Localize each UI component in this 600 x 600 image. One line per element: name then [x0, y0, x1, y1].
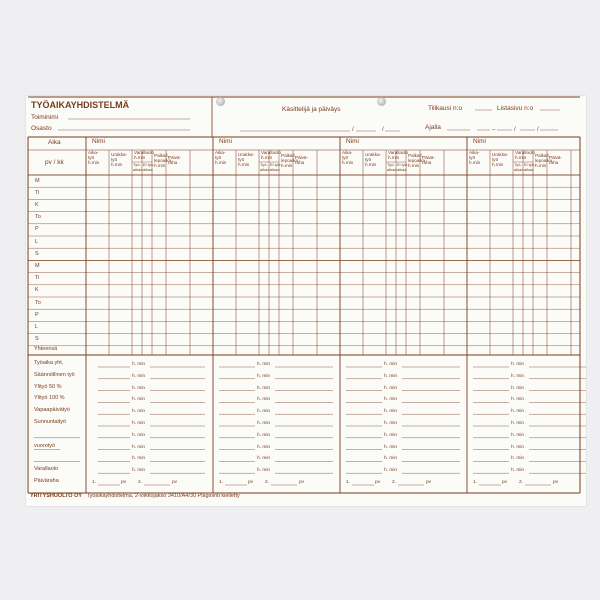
punch-hole-left	[216, 97, 225, 106]
paivaraha-item: pv	[502, 480, 508, 485]
punch-hole-right	[377, 97, 386, 106]
day-label: Ti	[35, 275, 40, 282]
ei-tyoaikaa-header: Ei työ-	[270, 162, 282, 167]
nimi-label-4: Nimi	[473, 138, 486, 145]
urakkatyo-header: Urakka-	[111, 152, 128, 157]
ei-tyoaikaa-header: aikaa	[143, 166, 153, 172]
paivaraha-item: pv	[121, 480, 127, 485]
summary-unit: h. min	[511, 432, 525, 438]
lepoaika-header: lepoaika	[281, 158, 299, 164]
aikatyo-header: h.min	[88, 160, 100, 166]
summary-row-label: vuorotyö	[34, 442, 56, 449]
varallaolo-header: Varallaolo	[515, 150, 536, 155]
aikatyo-header: Aika-	[469, 150, 480, 155]
paivaraha-header: Päivä-	[295, 155, 309, 160]
paivaraha-header: Päivä-	[422, 155, 436, 160]
aikatyo-header: työ	[88, 155, 95, 161]
summary-row-label: Säännöllinen työ	[34, 371, 75, 378]
summary-unit: h. min	[132, 432, 146, 438]
paivaraha-item: 1.	[219, 480, 224, 485]
paivaraha-item: pv	[248, 480, 254, 485]
aikatyo-header: Aika-	[215, 150, 226, 155]
date-slash: /	[352, 127, 354, 133]
paivaraha-header: Päivä-	[549, 155, 563, 160]
day-label: P	[35, 226, 39, 233]
ei-tyoaikaa-header: Ei työ-	[397, 162, 409, 167]
listasivu-label: Listasivu n:o	[497, 105, 534, 112]
urakkatyo-header: h.min	[365, 162, 377, 168]
lepoaika-header: Palkall.	[408, 153, 423, 158]
paivaraha-item: 1.	[92, 480, 97, 485]
ajalla-slash: /	[537, 127, 539, 133]
varallaolo-header: Varallaolo	[261, 150, 282, 155]
lepoaika-header: lepoaika	[408, 158, 426, 164]
summary-unit: h. min	[384, 362, 398, 367]
form-footer	[30, 493, 240, 499]
urakkatyo-header: työ	[111, 157, 118, 163]
footer-company: YRITYSHUOLTO OY	[30, 493, 83, 499]
summary-unit: h. min	[132, 444, 146, 450]
summary-row-label: Sunnuntaityö	[34, 419, 67, 425]
paivaraha-item: 2.	[392, 480, 397, 485]
paivaraha-item: pv	[299, 480, 305, 485]
day-label: K	[35, 287, 39, 294]
day-label: M	[35, 177, 40, 184]
aikatyo-header: työ	[215, 155, 222, 161]
summary-unit: h. min	[132, 397, 146, 403]
summary-unit: h. min	[384, 421, 398, 426]
day-label: L	[35, 323, 39, 330]
summary-row-label: Päiväraha	[34, 478, 59, 484]
urakkatyo-header: h.min	[492, 162, 504, 168]
urakkatyo-header: h.min	[238, 162, 250, 168]
lepoaika-header: Palkall.	[154, 153, 169, 158]
ei-tyoaikaa-header: aikaa	[270, 166, 280, 172]
nimi-label-3: Nimi	[346, 138, 359, 145]
lepoaika-header: lepoaika	[154, 158, 172, 164]
paivaraha-header: raha	[422, 160, 432, 166]
day-label: M	[35, 262, 40, 269]
lepoaika-header: h.min	[281, 163, 293, 169]
pv-kk-label: pv / kk	[45, 159, 64, 166]
tyoaikaa-header: Työ-	[514, 162, 522, 167]
summary-unit: h. min	[384, 468, 398, 474]
summary-unit: h. min	[511, 397, 525, 403]
ajalla-label: Ajalla	[425, 124, 441, 131]
date-slash: /	[382, 127, 384, 133]
summary-unit: h. min	[511, 456, 525, 462]
lepoaika-header: lepoaika	[535, 158, 553, 164]
summary-unit: h. min	[257, 432, 271, 438]
day-label: To	[35, 299, 41, 306]
summary-unit: h. min	[511, 362, 525, 367]
urakkatyo-header: Urakka-	[492, 152, 509, 157]
lepoaika-header: h.min	[154, 163, 166, 169]
urakkatyo-header: työ	[238, 157, 245, 163]
paivaraha-item: 2.	[265, 480, 270, 485]
lepoaika-header: h.min	[408, 163, 420, 169]
urakkatyo-header: h.min	[111, 162, 123, 168]
tyoaikaa-header: aikaa	[133, 166, 143, 172]
summary-unit: h. min	[132, 362, 146, 367]
lepoaika-header: Palkall.	[535, 153, 550, 158]
paivaraha-item: pv	[375, 480, 381, 485]
summary-unit: h. min	[384, 385, 398, 391]
tyoaikaa-header: Työ-	[387, 162, 395, 167]
paivaraha-item: pv	[172, 480, 178, 485]
day-label: S	[35, 336, 39, 343]
lepoaika-header: Palkall.	[281, 153, 296, 158]
day-label: To	[35, 214, 41, 221]
toiminimi-label: Toiminimi	[31, 114, 59, 121]
tyoaikaa-header: Työ-	[133, 162, 141, 167]
varallaolo-header: h.min	[261, 155, 273, 161]
summary-unit: h. min	[511, 373, 525, 379]
summary-row-label: Ylityö 50 %	[34, 383, 62, 390]
summary-unit: h. min	[257, 421, 271, 426]
aika-label: Aika	[48, 139, 61, 146]
paivaraha-header: Päivä-	[168, 155, 182, 160]
summary-unit: h. min	[511, 421, 525, 426]
day-label: P	[35, 311, 39, 318]
nimi-label-2: Nimi	[219, 138, 232, 145]
summary-unit: h. min	[257, 362, 271, 367]
ajalla-dash: –	[492, 127, 496, 133]
summary-unit: h. min	[511, 385, 525, 391]
urakkatyo-header: Urakka-	[365, 152, 382, 157]
summary-unit: h. min	[132, 456, 146, 462]
summary-unit: h. min	[132, 385, 146, 391]
total-label: Yhteensä	[34, 346, 58, 352]
paivaraha-item: 2.	[138, 480, 143, 485]
paivaraha-header: raha	[295, 160, 305, 166]
ei-tyoaikaa-header: Ei työ-	[143, 162, 155, 167]
footer-description: Työaikayhdistelmä, 2-viikkojakso 3410/A4/30 Plagiointi kielletty	[86, 493, 240, 499]
summary-unit: h. min	[384, 432, 398, 438]
tyoaikaa-header: aikaa	[260, 166, 270, 172]
aikatyo-header: h.min	[469, 160, 481, 166]
summary-unit: h. min	[132, 468, 146, 474]
varallaolo-header: h.min	[388, 155, 400, 161]
paivaraha-item: 1.	[346, 480, 351, 485]
aikatyo-header: Aika-	[88, 150, 99, 155]
aikatyo-header: työ	[469, 155, 476, 161]
form-title: TYÖAIKAYHDISTELMÄ	[31, 100, 130, 110]
varallaolo-header: Varallaolo	[388, 150, 409, 155]
summary-unit: h. min	[511, 444, 525, 450]
summary-unit: h. min	[257, 397, 271, 403]
summary-unit: h. min	[511, 409, 525, 415]
urakkatyo-header: Urakka-	[238, 152, 255, 157]
summary-unit: h. min	[257, 444, 271, 450]
summary-unit: h. min	[257, 456, 271, 462]
day-label: S	[35, 250, 39, 257]
summary-unit: h. min	[132, 373, 146, 379]
day-label: K	[35, 201, 39, 208]
paivaraha-item: pv	[426, 480, 432, 485]
paivaraha-item: pv	[553, 480, 559, 485]
kasittelija-label: Käsittelijä ja päiväys	[282, 106, 341, 113]
tyoaikaa-header: aikaa	[514, 166, 524, 172]
day-label: Ti	[35, 189, 40, 196]
summary-unit: h. min	[384, 397, 398, 403]
summary-unit: h. min	[511, 468, 525, 474]
paivaraha-header: raha	[168, 160, 178, 166]
tyoaikaa-header: Työ-	[260, 162, 268, 167]
ajalla-slash: /	[514, 127, 516, 133]
summary-unit: h. min	[257, 468, 271, 474]
varallaolo-header: Varallaolo	[134, 150, 155, 155]
aikatyo-header: Aika-	[342, 150, 353, 155]
summary-unit: h. min	[132, 409, 146, 415]
osasto-label: Osasto	[31, 125, 52, 132]
summary-unit: h. min	[257, 373, 271, 379]
urakkatyo-header: työ	[492, 157, 499, 163]
aikatyo-header: h.min	[342, 160, 354, 166]
ei-tyoaikaa-header: aikaa	[524, 166, 534, 172]
summary-unit: h. min	[257, 385, 271, 391]
varallaolo-header: h.min	[515, 155, 527, 161]
ei-tyoaikaa-header: aikaa	[397, 166, 407, 172]
summary-unit: h. min	[384, 373, 398, 379]
summary-unit: h. min	[132, 421, 146, 426]
tilikausi-label: Tilikausi n:o	[428, 105, 463, 112]
urakkatyo-header: työ	[365, 157, 372, 163]
summary-unit: h. min	[384, 444, 398, 450]
ei-tyoaikaa-header: Ei työ-	[524, 162, 536, 167]
paivaraha-item: 1.	[473, 480, 478, 485]
summary-row-label: Työaika yht.	[34, 360, 64, 366]
varallaolo-header: h.min	[134, 155, 146, 161]
summary-row-label: Ylityö 100 %	[34, 395, 65, 402]
paivaraha-header: raha	[549, 160, 559, 166]
nimi-label-1: Nimi	[92, 138, 105, 145]
aikatyo-header: työ	[342, 155, 349, 161]
lepoaika-header: h.min	[535, 163, 547, 169]
summary-unit: h. min	[257, 409, 271, 415]
day-label: L	[35, 238, 39, 245]
summary-row-label: Varallaolo	[34, 466, 59, 473]
summary-unit: h. min	[384, 456, 398, 462]
tyoaikaa-header: aikaa	[387, 166, 397, 172]
summary-row-label: Vapaapäivätyö	[34, 407, 70, 414]
aikatyo-header: h.min	[215, 160, 227, 166]
summary-unit: h. min	[384, 409, 398, 415]
paivaraha-item: 2.	[519, 480, 524, 485]
